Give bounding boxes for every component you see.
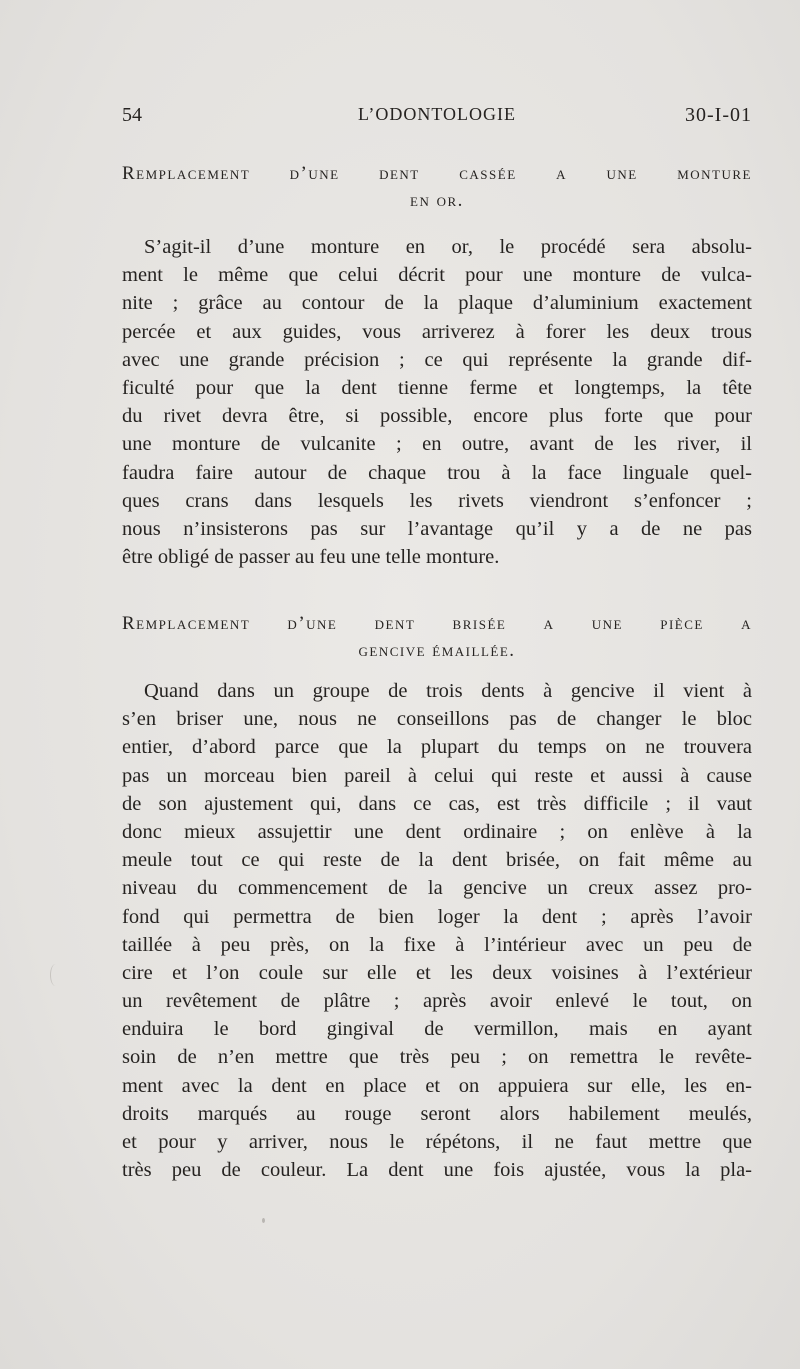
section-heading-gold-mount: [122, 160, 752, 214]
section-heading-line: en or.: [410, 190, 464, 211]
text-line: fond qui permettra de bien loger la dent ; après l’avoir: [122, 905, 752, 928]
text-line: meule tout ce qui reste de la dent brisée, on fait même au: [122, 849, 752, 872]
text-line: faudra faire autour de chaque trou à la face linguale quel-: [122, 461, 752, 484]
page-number: 54: [122, 104, 142, 126]
text-line: taillée à peu près, on la fixe à l’intérieur avec un peu de: [122, 933, 752, 956]
text-line: ques crans dans lesquels les rivets viendront s’enfoncer ;: [122, 489, 752, 512]
section-heading-line: Remplacement d’une dent brisée a une pièce a: [122, 613, 752, 634]
running-header: [122, 104, 752, 132]
section-heading-enamel-gum: [122, 610, 752, 664]
text-line: donc mieux assujettir une dent ordinaire ; on enlève à la: [122, 820, 752, 843]
text-line: s’en briser une, nous ne conseillons pas de changer le bloc: [122, 708, 752, 731]
journal-title: L’ODONTOLOGIE: [358, 104, 516, 124]
issue-date: 30-I-01: [685, 104, 752, 126]
text-line: Quand dans un groupe de trois dents à gencive il vient à: [144, 680, 752, 702]
text-line: enduira le bord gingival de vermillon, mais en ayant: [122, 1018, 752, 1041]
text-line: soin de n’en mettre que très peu ; on remettra le revête-: [122, 1046, 752, 1069]
text-line: une monture de vulcanite ; en outre, avant de les river, il: [122, 433, 752, 456]
section-heading-line: gencive émaillée.: [358, 640, 516, 661]
text-line: percée et aux guides, vous arriverez à forer les deux trous: [122, 320, 752, 343]
text-line: cire et l’on coule sur elle et les deux voisines à l’extérieur: [122, 961, 752, 984]
text-line: niveau du commencement de la gencive un creux assez pro-: [122, 877, 752, 900]
text-line: entier, d’abord parce que la plupart du temps on ne trouvera: [122, 736, 752, 759]
text-line: pas un morceau bien pareil à celui qui reste et aussi à cause: [122, 764, 752, 787]
text-line: et pour y arriver, nous le répétons, il ne faut mettre que: [122, 1131, 752, 1153]
section-heading-line: Remplacement d’une dent cassée a une monture: [122, 163, 752, 184]
text-line: S’agit-il d’une monture en or, le procédé sera absolu-: [144, 236, 752, 258]
text-line: nous n’insisterons pas sur l’avantage qu’il y a de ne pas: [122, 517, 752, 540]
paper-speck: [262, 1218, 265, 1223]
text-line: très peu de couleur. La dent une fois ajustée, vous la pla-: [122, 1159, 752, 1182]
paragraph-enamel-gum: [122, 677, 752, 1184]
text-line: être obligé de passer au feu une telle monture.: [122, 546, 500, 569]
text-line: un revêtement de plâtre ; après avoir enlevé le tout, on: [122, 990, 752, 1013]
text-line: ment le même que celui décrit pour une monture de vulca-: [122, 264, 752, 287]
text-line: du rivet devra être, si possible, encore plus forte que pour: [122, 405, 752, 428]
text-line: ficulté pour que la dent tienne ferme et longtemps, la tête: [122, 376, 752, 399]
text-line: droits marqués au rouge seront alors habilement meulés,: [122, 1102, 752, 1125]
margin-mark: [50, 964, 61, 986]
text-line: ment avec la dent en place et on appuiera sur elle, les en-: [122, 1074, 752, 1097]
paragraph-gold-mount: [122, 233, 752, 571]
text-line: nite ; grâce au contour de la plaque d’aluminium exactement: [122, 292, 752, 315]
text-line: de son ajustement qui, dans ce cas, est très difficile ; il vaut: [122, 792, 752, 815]
text-line: avec une grande précision ; ce qui représente la grande dif-: [122, 348, 752, 371]
